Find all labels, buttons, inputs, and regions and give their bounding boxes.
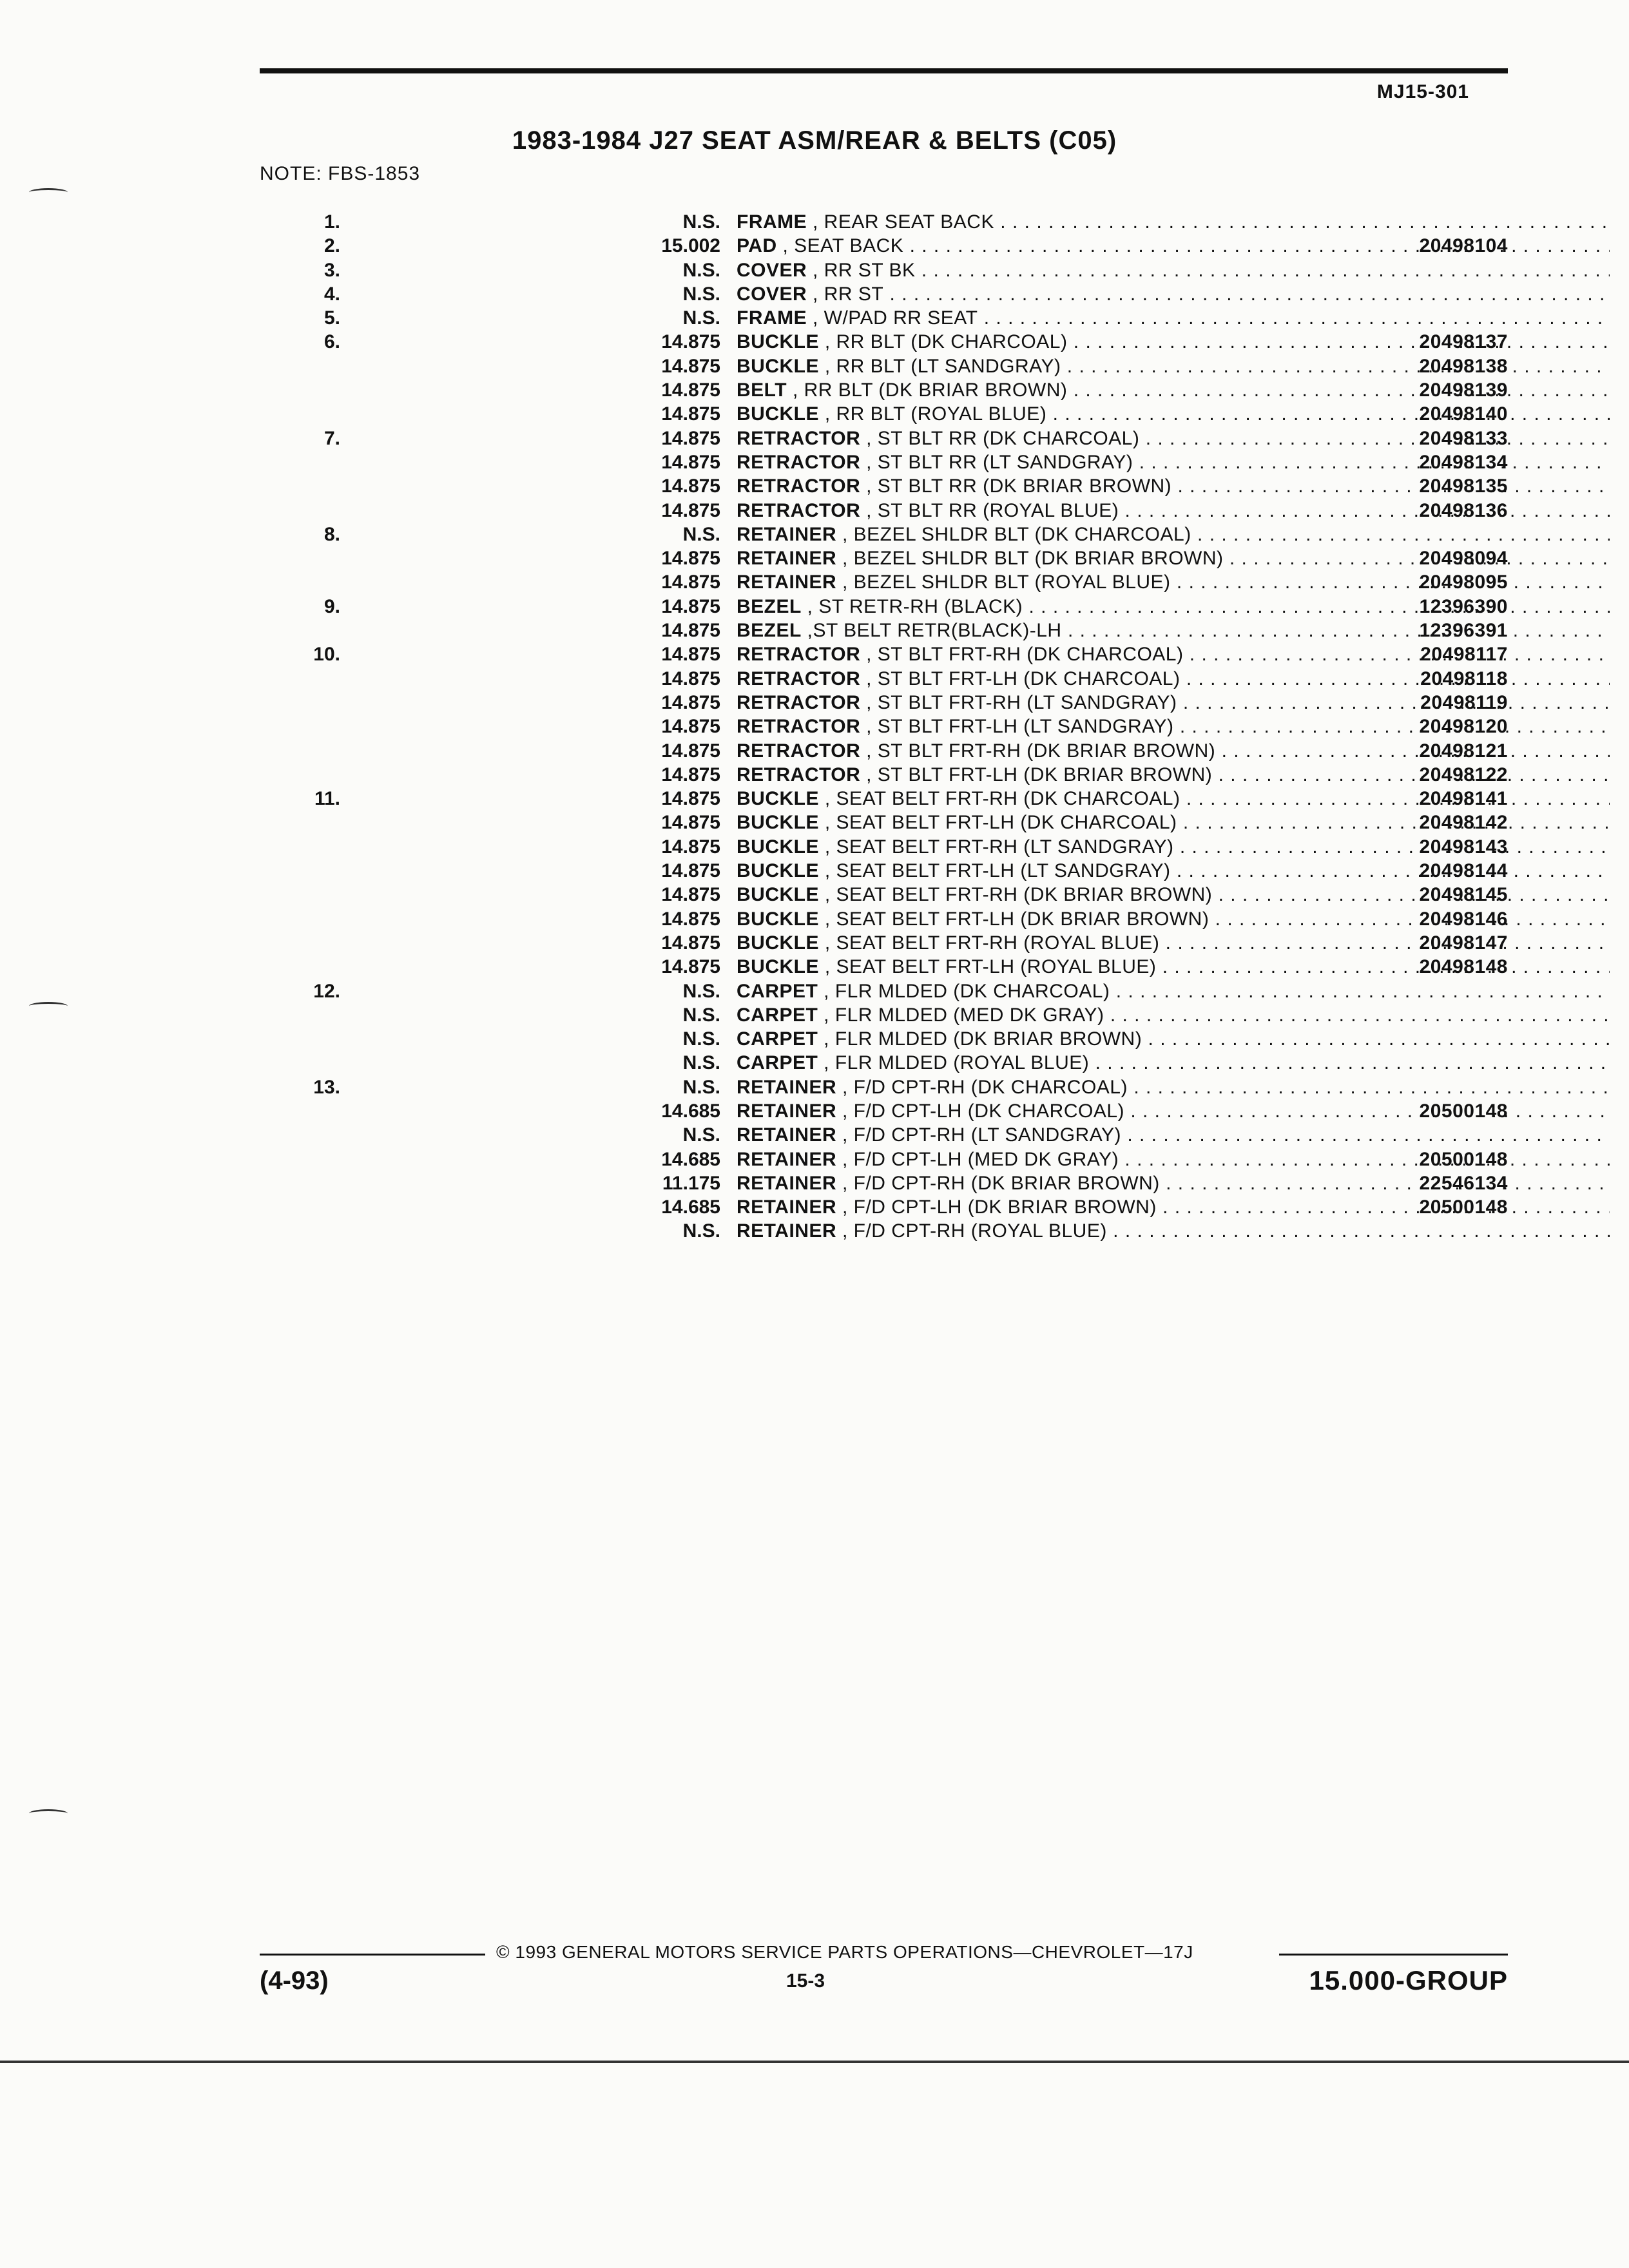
ref-number: 5. — [323, 307, 340, 329]
part-number: 20498148 — [1419, 956, 1508, 978]
part-name: BUCKLE — [737, 331, 819, 353]
part-name: BUCKLE — [737, 788, 819, 810]
quantity: 14.875 — [661, 908, 720, 930]
part-detail: , ST BLT FRT-RH (DK BRIAR BROWN) — [860, 740, 1216, 762]
part-detail: , ST BLT FRT-LH (LT SANDGRAY) — [860, 716, 1174, 738]
quantity: N.S. — [682, 1052, 720, 1074]
part-description — [737, 1051, 1610, 1075]
part-name: PAD — [737, 235, 777, 257]
quantity: 14.875 — [661, 812, 720, 834]
part-description — [737, 1219, 1610, 1243]
quantity: 14.875 — [661, 331, 720, 353]
part-number: 20498104 — [1419, 235, 1508, 257]
part-detail: , ST BLT RR (DK CHARCOAL) — [860, 427, 1140, 449]
part-name: RETRACTOR — [737, 740, 861, 762]
part-number: 20500148 — [1419, 1148, 1508, 1170]
part-number: 12396391 — [1419, 620, 1508, 642]
table-row — [260, 739, 1508, 763]
part-number: 20498143 — [1419, 836, 1508, 858]
quantity: N.S. — [682, 980, 720, 1002]
part-name: RETRACTOR — [737, 764, 861, 785]
part-name: FRAME — [737, 211, 807, 233]
quantity: 14.875 — [661, 668, 720, 689]
table-row — [260, 523, 1508, 546]
part-name: BELT — [737, 380, 787, 401]
part-number: 20498117 — [1420, 644, 1508, 666]
note: NOTE: FBS-1853 — [260, 163, 421, 184]
part-number: 20498095 — [1419, 572, 1508, 593]
part-detail: , ST BLT FRT-LH (DK CHARCOAL) — [860, 668, 1181, 689]
part-detail: , FLR MLDED (DK CHARCOAL) — [818, 980, 1110, 1002]
footer-rule-right — [1279, 1954, 1508, 1956]
part-detail: , F/D CPT-RH (DK CHARCOAL) — [836, 1076, 1128, 1098]
part-detail: , RR ST — [807, 283, 884, 305]
quantity: 14.875 — [661, 884, 720, 906]
quantity: 14.875 — [661, 788, 720, 810]
part-description — [737, 1027, 1610, 1051]
table-row — [260, 1003, 1508, 1027]
part-name: RETRACTOR — [737, 427, 861, 449]
part-name: RETRACTOR — [737, 691, 861, 713]
table-row — [260, 450, 1508, 474]
table-row — [260, 499, 1508, 523]
ref-number: 1. — [323, 211, 340, 233]
quantity: 14.875 — [661, 956, 720, 978]
quantity: N.S. — [682, 211, 720, 233]
part-detail: , ST BLT RR (DK BRIAR BROWN) — [860, 476, 1172, 497]
table-row — [260, 931, 1508, 955]
part-number: 20498140 — [1419, 403, 1508, 425]
quantity: 14.875 — [661, 764, 720, 785]
part-name: RETRACTOR — [737, 644, 861, 666]
table-row — [260, 210, 1508, 234]
part-number: 20498137 — [1419, 331, 1508, 353]
table-row — [260, 859, 1508, 883]
ref-number: 11. — [314, 788, 340, 810]
part-name: BUCKLE — [737, 932, 819, 954]
revision-date: (4-93) — [260, 1966, 329, 1995]
ref-number: 6. — [323, 331, 340, 353]
table-row — [260, 835, 1508, 859]
part-detail: , SEAT BACK — [776, 235, 904, 257]
ref-number: 10. — [313, 644, 340, 666]
quantity: 14.875 — [661, 620, 720, 642]
quantity: 14.875 — [661, 403, 720, 425]
part-name: BUCKLE — [737, 884, 819, 906]
part-detail: , F/D CPT-RH (ROYAL BLUE) — [836, 1220, 1107, 1242]
part-name: RETRACTOR — [737, 716, 861, 738]
quantity: 14.875 — [661, 860, 720, 882]
part-detail: , ST RETR-RH (BLACK) — [801, 595, 1023, 617]
table-row — [260, 402, 1508, 426]
table-row — [260, 787, 1508, 811]
part-detail: , F/D CPT-LH (DK BRIAR BROWN) — [836, 1196, 1157, 1218]
part-name: RETAINER — [737, 1124, 837, 1146]
ref-number: 2. — [323, 235, 340, 257]
table-row — [260, 1051, 1508, 1075]
part-name: RETAINER — [737, 1148, 837, 1170]
quantity: N.S. — [682, 1028, 720, 1050]
page-code: MJ15-301 — [1376, 81, 1469, 102]
page-number: 15-3 — [786, 1970, 825, 1992]
part-name: CARPET — [737, 1052, 818, 1074]
part-number: 20498121 — [1419, 740, 1508, 762]
punch-mark — [29, 188, 68, 197]
quantity: 14.685 — [661, 1100, 720, 1122]
part-name: RETRACTOR — [737, 476, 861, 497]
part-name: RETRACTOR — [737, 451, 861, 473]
part-detail: , W/PAD RR SEAT — [807, 307, 978, 329]
part-name: RETAINER — [737, 1172, 837, 1194]
quantity: 14.875 — [661, 691, 720, 713]
quantity: 14.685 — [661, 1148, 720, 1170]
quantity: 14.875 — [661, 740, 720, 762]
bottom-rule — [0, 2061, 1629, 2063]
part-detail: , RR BLT (DK BRIAR BROWN) — [787, 380, 1068, 401]
punch-mark — [29, 1002, 68, 1010]
part-name: RETAINER — [737, 523, 837, 545]
part-name: RETAINER — [737, 548, 837, 570]
table-row — [260, 642, 1508, 666]
table-row — [260, 619, 1508, 642]
quantity: 14.875 — [661, 548, 720, 570]
table-row — [260, 595, 1508, 619]
part-name: COVER — [737, 259, 807, 281]
part-name: BUCKLE — [737, 908, 819, 930]
quantity: N.S. — [682, 283, 720, 305]
quantity: 14.875 — [661, 476, 720, 497]
ref-number: 3. — [323, 259, 340, 281]
part-name: RETRACTOR — [737, 668, 861, 689]
part-description — [737, 306, 1610, 330]
header-rule — [260, 68, 1508, 73]
part-detail: ,ST BELT RETR(BLACK)-LH — [801, 620, 1062, 642]
part-number: 20498120 — [1419, 716, 1508, 738]
part-description — [737, 1123, 1610, 1147]
parts-list — [260, 210, 1508, 1244]
table-row — [260, 883, 1508, 907]
quantity: 15.002 — [661, 235, 720, 257]
table-row — [260, 378, 1508, 402]
part-number: 20498133 — [1419, 427, 1508, 449]
table-row — [260, 354, 1508, 378]
part-detail: , BEZEL SHLDR BLT (DK BRIAR BROWN) — [836, 548, 1224, 570]
part-detail: , SEAT BELT FRT-LH (LT SANDGRAY) — [819, 860, 1171, 882]
part-detail: , SEAT BELT FRT-RH (LT SANDGRAY) — [819, 836, 1174, 858]
part-name: FRAME — [737, 307, 807, 329]
part-number: 12396390 — [1419, 595, 1508, 617]
quantity: N.S. — [682, 1220, 720, 1242]
part-number: 20498119 — [1420, 691, 1508, 713]
table-row — [260, 1171, 1508, 1195]
part-number: 22546134 — [1419, 1172, 1508, 1194]
table-row — [260, 330, 1508, 354]
quantity: 14.875 — [661, 644, 720, 666]
part-name: BUCKLE — [737, 956, 819, 978]
page-title: 1983-1984 J27 SEAT ASM/REAR & BELTS (C05) — [512, 126, 1117, 155]
part-detail: , BEZEL SHLDR BLT (ROYAL BLUE) — [836, 572, 1171, 593]
part-description — [737, 282, 1610, 306]
table-row — [260, 1195, 1508, 1219]
part-number: 20498094 — [1419, 548, 1508, 570]
table-row — [260, 546, 1508, 570]
part-detail: , SEAT BELT FRT-RH (DK CHARCOAL) — [819, 788, 1181, 810]
quantity: N.S. — [682, 523, 720, 545]
part-detail: , SEAT BELT FRT-LH (DK CHARCOAL) — [819, 812, 1177, 834]
part-name: BUCKLE — [737, 812, 819, 834]
part-detail: , RR ST BK — [807, 259, 916, 281]
part-detail: , FLR MLDED (DK BRIAR BROWN) — [818, 1028, 1142, 1050]
part-name: CARPET — [737, 1004, 818, 1026]
ref-number: 8. — [323, 523, 340, 545]
part-name: RETAINER — [737, 1220, 837, 1242]
table-row — [260, 691, 1508, 715]
part-detail: , SEAT BELT FRT-RH (DK BRIAR BROWN) — [819, 884, 1213, 906]
ref-number: 12. — [313, 980, 340, 1002]
table-row — [260, 1075, 1508, 1099]
part-number: 20498118 — [1420, 668, 1508, 689]
part-description — [737, 1003, 1610, 1027]
part-number: 20498147 — [1419, 932, 1508, 954]
table-row — [260, 667, 1508, 691]
quantity: N.S. — [682, 1124, 720, 1146]
part-name: RETAINER — [737, 572, 837, 593]
quantity: 14.875 — [661, 355, 720, 377]
quantity: 14.875 — [661, 499, 720, 521]
part-number: 20500148 — [1419, 1196, 1508, 1218]
part-name: BUCKLE — [737, 836, 819, 858]
part-number: 20498144 — [1419, 860, 1508, 882]
part-detail: , BEZEL SHLDR BLT (DK CHARCOAL) — [836, 523, 1191, 545]
table-row — [260, 570, 1508, 594]
quantity: 14.875 — [661, 427, 720, 449]
part-name: RETAINER — [737, 1196, 837, 1218]
part-number: 20498145 — [1419, 884, 1508, 906]
part-number: 20498141 — [1419, 788, 1508, 810]
group-code: 15.000-GROUP — [1309, 1965, 1508, 1995]
table-row — [260, 811, 1508, 834]
table-row — [260, 474, 1508, 498]
part-detail: , ST BLT RR (ROYAL BLUE) — [860, 499, 1119, 521]
part-number: 20500148 — [1419, 1100, 1508, 1122]
part-detail: , SEAT BELT FRT-LH (DK BRIAR BROWN) — [819, 908, 1210, 930]
part-name: BUCKLE — [737, 355, 819, 377]
part-detail: , ST BLT FRT-LH (DK BRIAR BROWN) — [860, 764, 1213, 785]
quantity: N.S. — [682, 1004, 720, 1026]
part-description — [737, 1075, 1610, 1099]
part-number: 20498146 — [1419, 908, 1508, 930]
part-number: 20498142 — [1419, 812, 1508, 834]
quantity: 14.685 — [661, 1196, 720, 1218]
part-detail: , F/D CPT-LH (DK CHARCOAL) — [836, 1100, 1124, 1122]
part-number: 20498139 — [1419, 380, 1508, 401]
part-name: RETAINER — [737, 1100, 837, 1122]
part-detail: , SEAT BELT FRT-RH (ROYAL BLUE) — [819, 932, 1160, 954]
table-row — [260, 1219, 1508, 1243]
part-name: CARPET — [737, 1028, 818, 1050]
table-row — [260, 1027, 1508, 1051]
part-name: BEZEL — [737, 595, 802, 617]
table-row — [260, 258, 1508, 282]
part-detail: , ST BLT FRT-RH (DK CHARCOAL) — [860, 644, 1184, 666]
footer-rule-left — [260, 1954, 485, 1956]
quantity: 14.875 — [661, 932, 720, 954]
part-number: 20498136 — [1419, 499, 1508, 521]
punch-mark — [29, 1809, 68, 1818]
quantity: N.S. — [682, 1076, 720, 1098]
part-detail: , REAR SEAT BACK — [807, 211, 994, 233]
quantity: 14.875 — [661, 572, 720, 593]
part-number: 20498138 — [1419, 355, 1508, 377]
table-row — [260, 1123, 1508, 1147]
part-description — [737, 258, 1610, 282]
part-name: BUCKLE — [737, 860, 819, 882]
part-description — [737, 979, 1610, 1003]
quantity: 14.875 — [661, 451, 720, 473]
part-detail: , FLR MLDED (MED DK GRAY) — [818, 1004, 1104, 1026]
part-number: 20498134 — [1419, 451, 1508, 473]
part-detail: , F/D CPT-RH (DK BRIAR BROWN) — [836, 1172, 1160, 1194]
quantity: 14.875 — [661, 836, 720, 858]
part-detail: , RR BLT (DK CHARCOAL) — [819, 331, 1068, 353]
part-detail: , FLR MLDED (ROYAL BLUE) — [818, 1052, 1090, 1074]
part-name: BEZEL — [737, 620, 802, 642]
ref-number: 7. — [323, 427, 340, 449]
table-row — [260, 234, 1508, 258]
table-row — [260, 1099, 1508, 1123]
table-row — [260, 1148, 1508, 1171]
part-detail: , F/D CPT-LH (MED DK GRAY) — [836, 1148, 1119, 1170]
part-description — [737, 210, 1610, 234]
part-name: RETAINER — [737, 1076, 837, 1098]
part-name: RETRACTOR — [737, 499, 861, 521]
table-row — [260, 907, 1508, 931]
ref-number: 9. — [323, 595, 340, 617]
copyright: © 1993 GENERAL MOTORS SERVICE PARTS OPERATIONS—CHEVROLET—17J — [496, 1942, 1193, 1962]
quantity: N.S. — [682, 259, 720, 281]
table-row — [260, 715, 1508, 738]
table-row — [260, 282, 1508, 306]
table-row — [260, 955, 1508, 979]
part-detail: , ST BLT RR (LT SANDGRAY) — [860, 451, 1133, 473]
part-description — [737, 523, 1610, 546]
part-detail: , RR BLT (LT SANDGRAY) — [819, 355, 1061, 377]
part-detail: , RR BLT (ROYAL BLUE) — [819, 403, 1047, 425]
part-number: 20498135 — [1419, 476, 1508, 497]
part-name: CARPET — [737, 980, 818, 1002]
table-row — [260, 427, 1508, 450]
part-name: COVER — [737, 283, 807, 305]
part-detail: , ST BLT FRT-RH (LT SANDGRAY) — [860, 691, 1177, 713]
part-detail: , SEAT BELT FRT-LH (ROYAL BLUE) — [819, 956, 1157, 978]
part-detail: , F/D CPT-RH (LT SANDGRAY) — [836, 1124, 1121, 1146]
table-row — [260, 979, 1508, 1003]
ref-number: 4. — [323, 283, 340, 305]
quantity: 14.875 — [661, 716, 720, 738]
quantity: 14.875 — [661, 380, 720, 401]
part-name: BUCKLE — [737, 403, 819, 425]
ref-number: 13. — [313, 1076, 340, 1098]
table-row — [260, 306, 1508, 330]
quantity: 11.175 — [662, 1172, 720, 1194]
table-row — [260, 763, 1508, 787]
quantity: 14.875 — [661, 595, 720, 617]
quantity: N.S. — [682, 307, 720, 329]
part-number: 20498122 — [1419, 764, 1508, 785]
